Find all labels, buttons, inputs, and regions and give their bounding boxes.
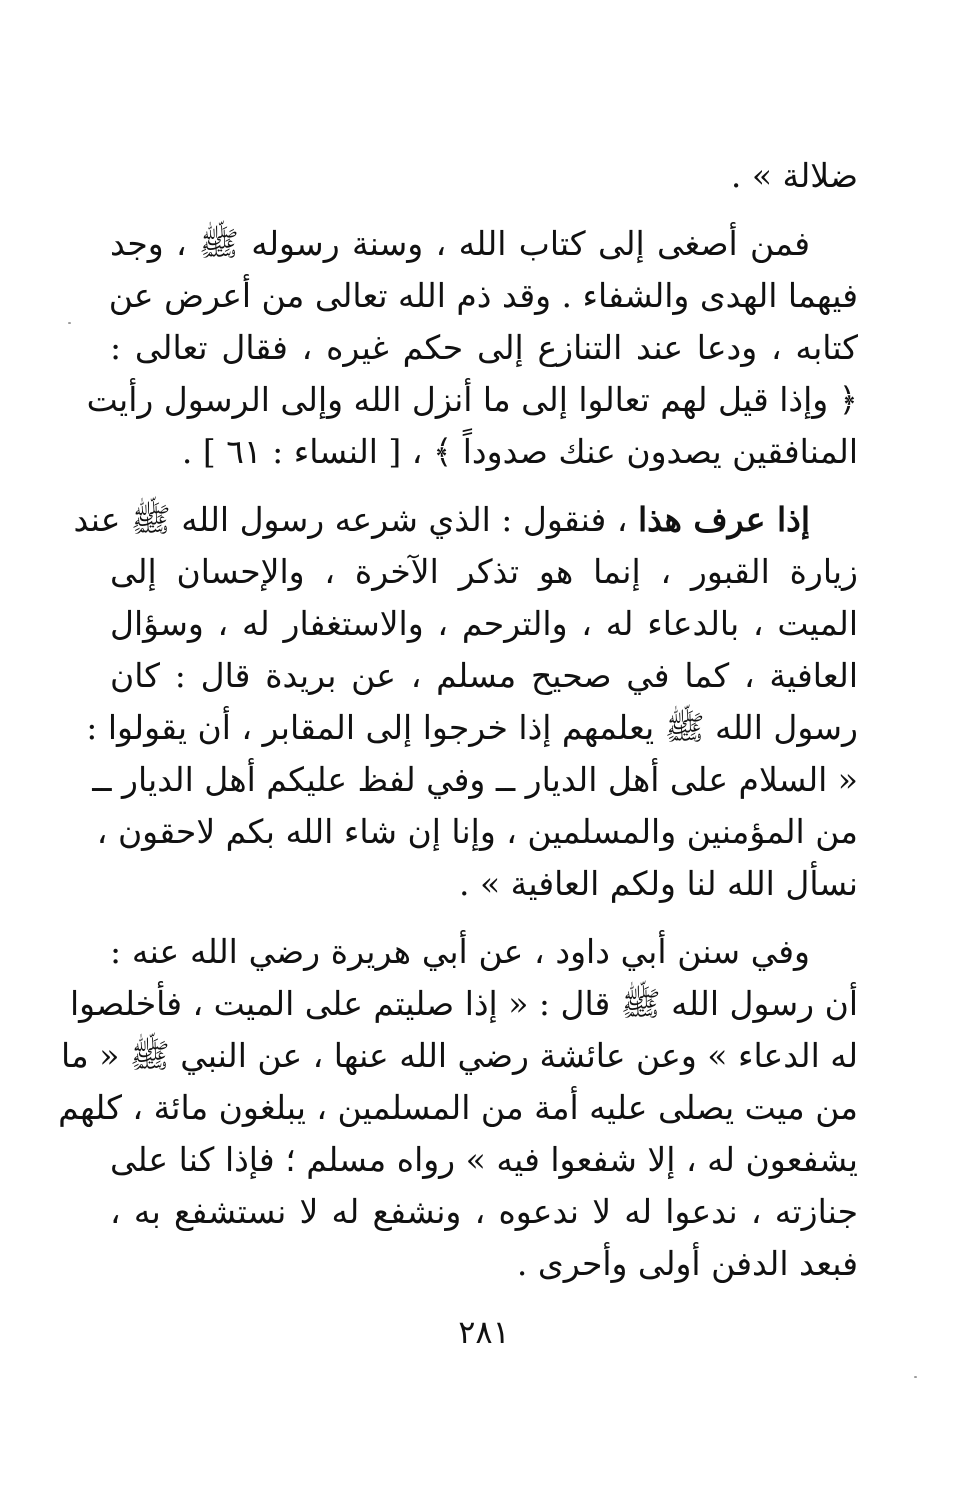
- bold-lead-phrase: إذا عرف هذا: [637, 500, 810, 539]
- text-line: فبعد الدفن أولى وأحرى .: [516, 1244, 858, 1283]
- text-line: جنازته ، ندعوا له لا ندعوه ، ونشفع له لا نستشفع به ،: [110, 1192, 858, 1231]
- text-line: زيارة القبور ، إنما هو تذكر الآخرة ، والإحسان إلى: [110, 552, 858, 591]
- paragraph-1: [110, 150, 858, 202]
- text-line: الميت ، بالدعاء له ، والترحم ، والاستغفار له ، وسؤال: [110, 604, 858, 643]
- text-line-remainder: ، فنقول : الذي شرعه رسول الله ﷺ عند: [73, 500, 628, 539]
- scan-speck: [914, 1376, 917, 1378]
- paragraph-3: [73, 494, 858, 910]
- paragraph-2: [86, 218, 858, 478]
- quran-verse-line: المنافقين يصدون عنك صدوداً ﴾ ، [ النساء : ٦١ ] .: [181, 432, 858, 471]
- text-line: ضلالة » .: [730, 156, 858, 195]
- page-number: ٢٨١: [458, 1313, 510, 1351]
- hadith-line: نسأل الله لنا ولكم العافية » .: [459, 864, 858, 903]
- text-line: [73, 494, 858, 546]
- text-line: كتابه ، ودعا عند التنازع إلى حكم غيره ، فقال تعالى :: [110, 328, 858, 367]
- text-line: من ميت يصلى عليه أمة من المسلمين ، يبلغون مائة ، كلهم: [58, 1088, 858, 1127]
- quran-verse-line: ﴿ وإذا قيل لهم تعالوا إلى ما أنزل الله وإلى الرسول رأيت: [86, 380, 858, 419]
- text-line: العافية ، كما في صحيح مسلم ، عن بريدة قال : كان: [110, 656, 858, 695]
- hadith-line: « السلام على أهل الديار ــ وفي لفظ عليكم أهل الديار ــ: [92, 760, 858, 799]
- text-line: فيهما الهدى والشفاء . وقد ذم الله تعالى من أعرض عن: [108, 276, 858, 315]
- text-line: رسول الله ﷺ يعلمهم إذا خرجوا إلى المقابر ، أن يقولوا :: [86, 708, 858, 747]
- hadith-line: من المؤمنين والمسلمين ، وإنا إن شاء الله بكم لاحقون ،: [96, 812, 858, 851]
- scan-speck: [68, 322, 71, 324]
- paragraph-4: [58, 926, 858, 1290]
- text-line: فمن أصغى إلى كتاب الله ، وسنة رسوله ﷺ ، وجد: [110, 224, 810, 263]
- text-line: أن رسول الله ﷺ قال : « إذا صليتم على الميت ، فأخلصوا: [70, 984, 858, 1023]
- text-line: يشفعون له ، إلا شفعوا فيه » رواه مسلم ؛ فإذا كنا على: [110, 1140, 858, 1179]
- text-line: وفي سنن أبي داود ، عن أبي هريرة رضي الله عنه :: [110, 932, 810, 971]
- page-body: [58, 150, 858, 1306]
- text-line: له الدعاء » وعن عائشة رضي الله عنها ، عن النبي ﷺ « ما: [60, 1036, 858, 1075]
